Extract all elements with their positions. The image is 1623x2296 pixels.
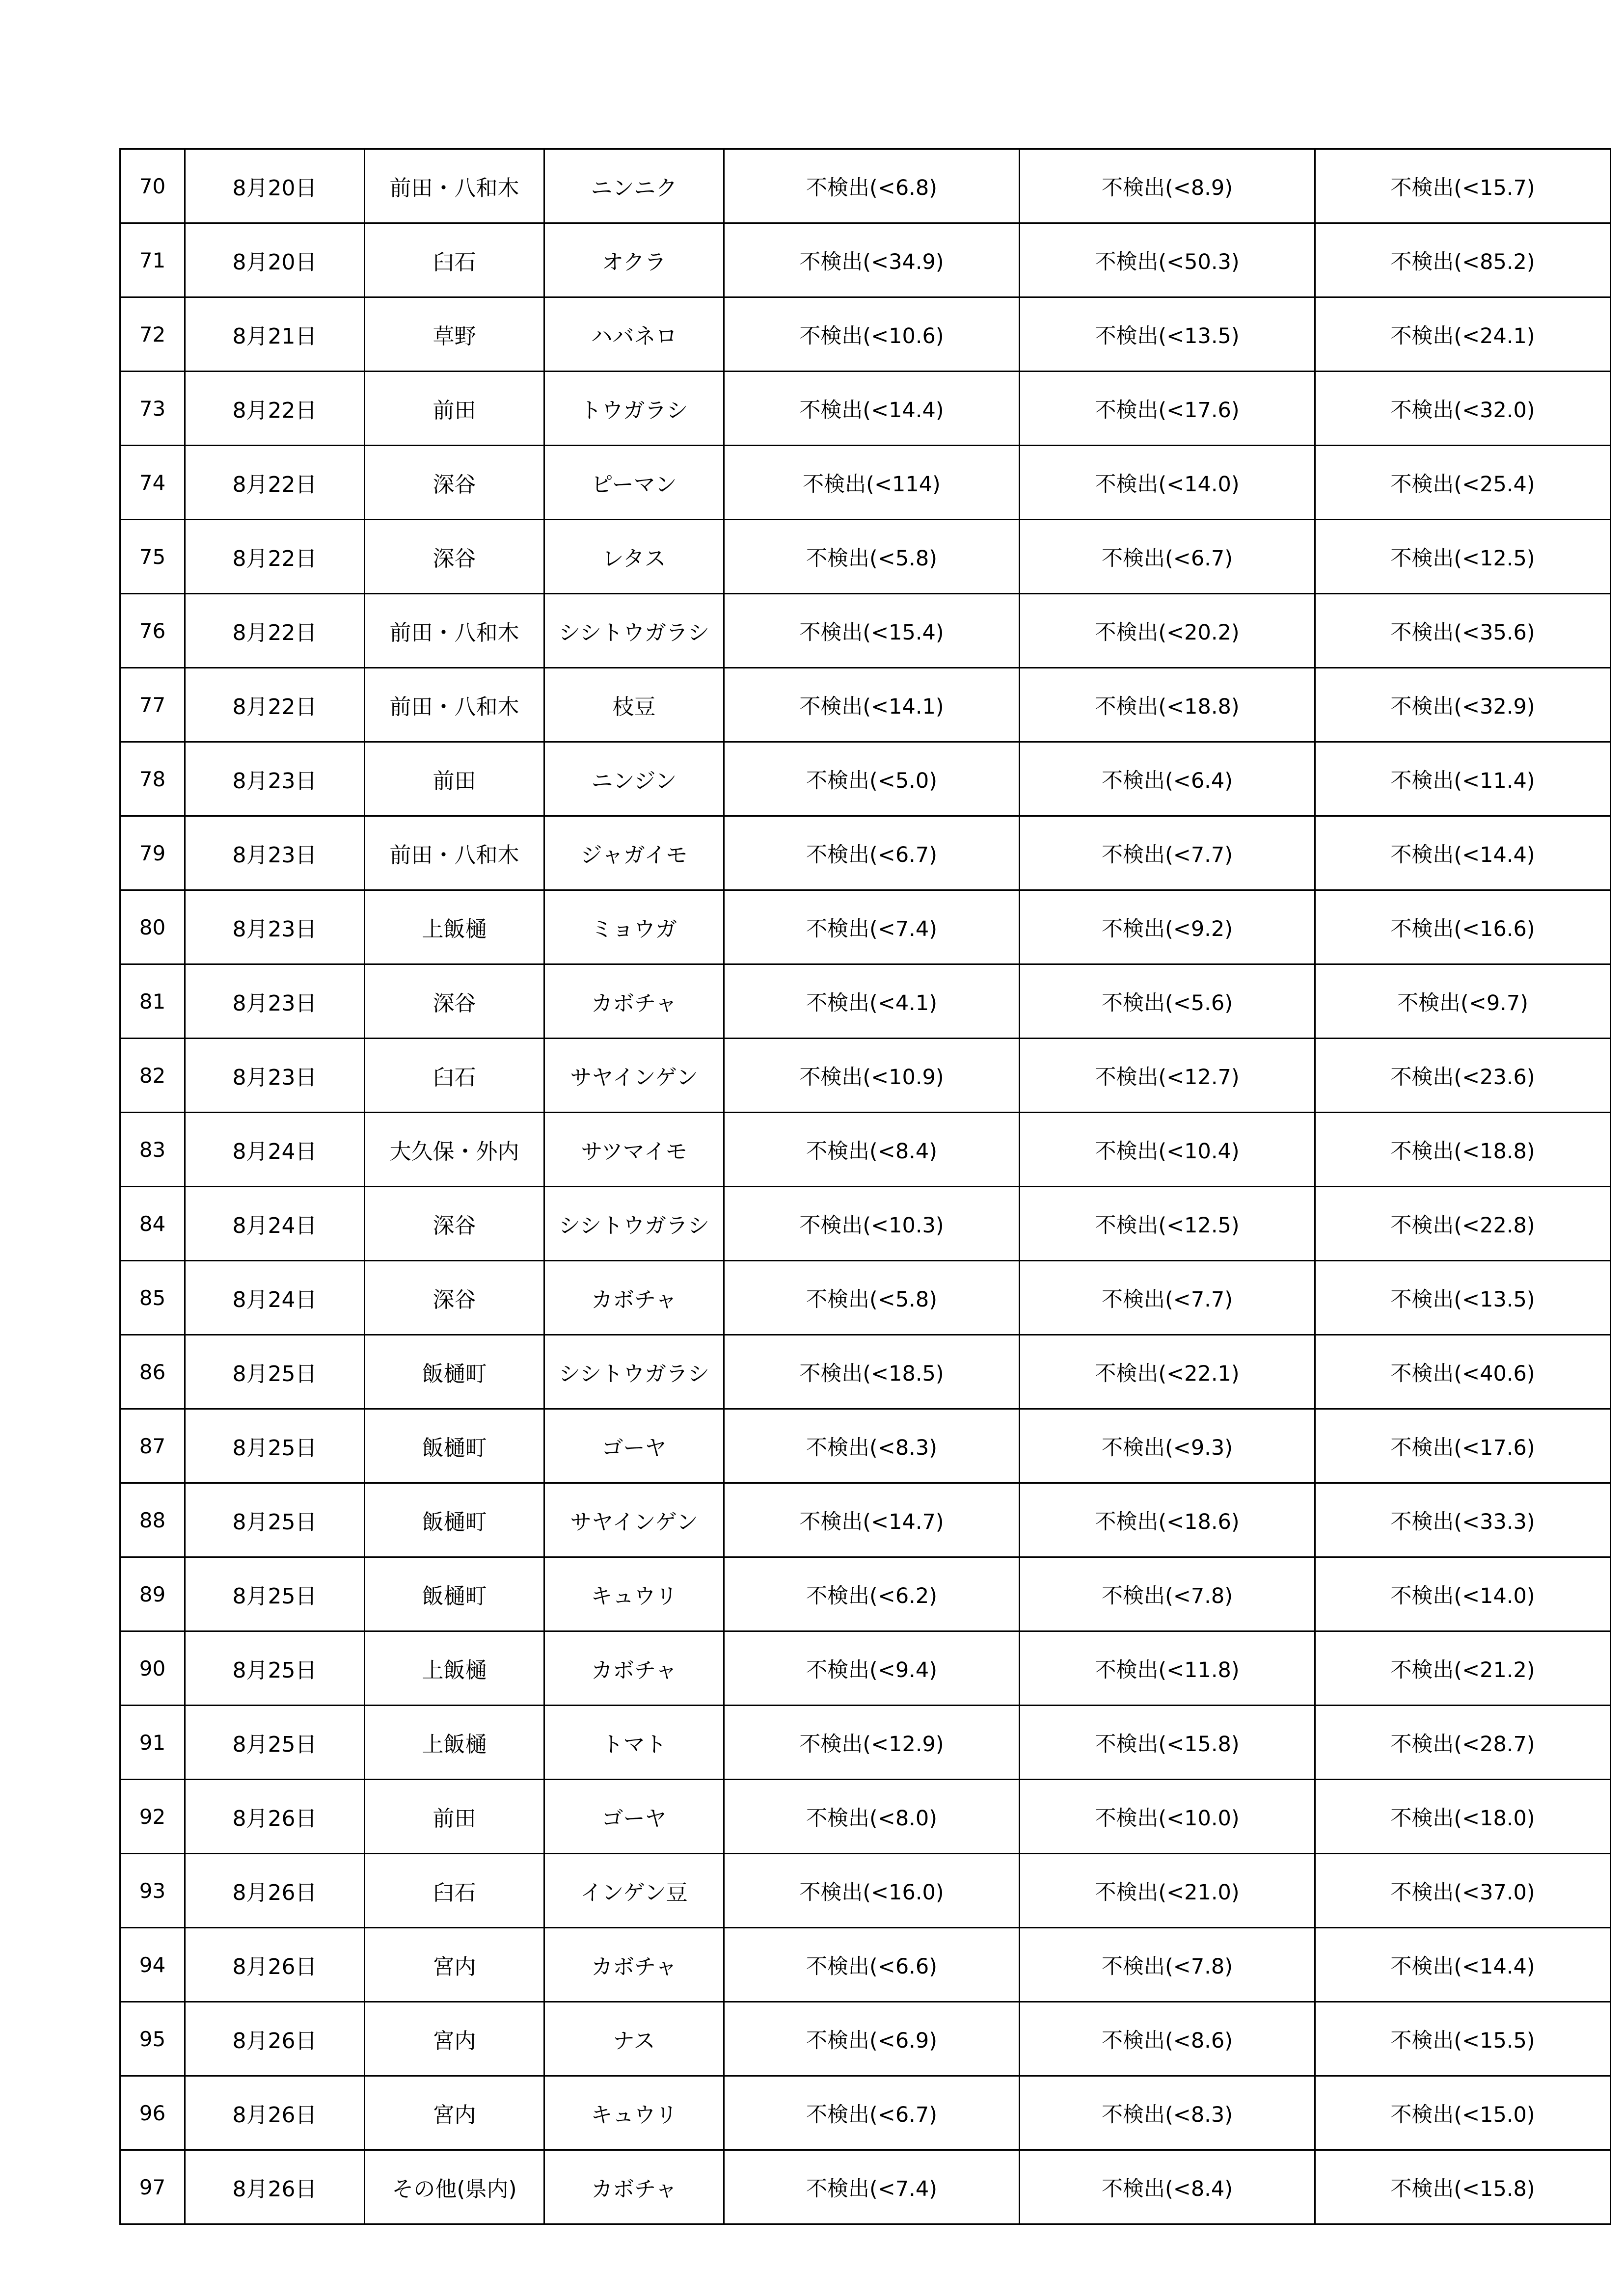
date-cell: 8月23日 (185, 964, 365, 1039)
result-2-cell: 不検出(<18.8) (1020, 668, 1315, 742)
item-cell: カボチャ (544, 964, 724, 1039)
result-1-cell: 不検出(<5.0) (724, 742, 1020, 816)
date-cell: 8月22日 (185, 446, 365, 520)
row-number-cell: 88 (120, 1483, 185, 1557)
area-cell: 上飯樋 (365, 890, 544, 964)
item-cell: ゴーヤ (544, 1409, 724, 1483)
item-cell: サヤインゲン (544, 1039, 724, 1113)
row-number-cell: 86 (120, 1335, 185, 1409)
table-row (120, 742, 1611, 816)
item-cell: サヤインゲン (544, 1483, 724, 1557)
date-cell: 8月25日 (185, 1557, 365, 1631)
result-2-cell: 不検出(<10.4) (1020, 1113, 1315, 1187)
date-cell: 8月24日 (185, 1113, 365, 1187)
table-row (120, 1557, 1611, 1631)
item-cell: シシトウガラシ (544, 1187, 724, 1261)
result-1-cell: 不検出(<12.9) (724, 1706, 1020, 1780)
result-3-cell: 不検出(<21.2) (1315, 1631, 1611, 1706)
date-cell: 8月26日 (185, 2076, 365, 2150)
result-2-cell: 不検出(<6.4) (1020, 742, 1315, 816)
result-3-cell: 不検出(<16.6) (1315, 890, 1611, 964)
area-cell: 宮内 (365, 2076, 544, 2150)
result-2-cell: 不検出(<15.8) (1020, 1706, 1315, 1780)
area-cell: 前田・八和木 (365, 594, 544, 668)
item-cell: トマト (544, 1706, 724, 1780)
result-1-cell: 不検出(<14.1) (724, 668, 1020, 742)
row-number-cell: 85 (120, 1261, 185, 1335)
item-cell: ピーマン (544, 446, 724, 520)
result-3-cell: 不検出(<9.7) (1315, 964, 1611, 1039)
item-cell: キュウリ (544, 2076, 724, 2150)
table-row (120, 1039, 1611, 1113)
table-row (120, 1928, 1611, 2002)
result-1-cell: 不検出(<15.4) (724, 594, 1020, 668)
date-cell: 8月25日 (185, 1409, 365, 1483)
date-cell: 8月25日 (185, 1631, 365, 1706)
result-1-cell: 不検出(<6.2) (724, 1557, 1020, 1631)
date-cell: 8月25日 (185, 1706, 365, 1780)
date-cell: 8月20日 (185, 223, 365, 297)
result-3-cell: 不検出(<40.6) (1315, 1335, 1611, 1409)
result-1-cell: 不検出(<6.9) (724, 2002, 1020, 2076)
result-2-cell: 不検出(<8.9) (1020, 149, 1315, 223)
table-row (120, 668, 1611, 742)
item-cell: トウガラシ (544, 372, 724, 446)
result-1-cell: 不検出(<14.4) (724, 372, 1020, 446)
area-cell: 前田 (365, 1780, 544, 1854)
item-cell: 枝豆 (544, 668, 724, 742)
area-cell: 飯樋町 (365, 1483, 544, 1557)
area-cell: 草野 (365, 297, 544, 372)
date-cell: 8月25日 (185, 1335, 365, 1409)
area-cell: 大久保・外内 (365, 1113, 544, 1187)
table-row (120, 1187, 1611, 1261)
result-3-cell: 不検出(<32.0) (1315, 372, 1611, 446)
result-3-cell: 不検出(<23.6) (1315, 1039, 1611, 1113)
item-cell: ナス (544, 2002, 724, 2076)
row-number-cell: 81 (120, 964, 185, 1039)
result-1-cell: 不検出(<18.5) (724, 1335, 1020, 1409)
result-1-cell: 不検出(<5.8) (724, 520, 1020, 594)
row-number-cell: 79 (120, 816, 185, 890)
result-3-cell: 不検出(<25.4) (1315, 446, 1611, 520)
row-number-cell: 95 (120, 2002, 185, 2076)
item-cell: オクラ (544, 223, 724, 297)
result-3-cell: 不検出(<17.6) (1315, 1409, 1611, 1483)
row-number-cell: 75 (120, 520, 185, 594)
result-2-cell: 不検出(<17.6) (1020, 372, 1315, 446)
result-3-cell: 不検出(<15.8) (1315, 2150, 1611, 2224)
area-cell: 臼石 (365, 1039, 544, 1113)
result-3-cell: 不検出(<14.4) (1315, 816, 1611, 890)
date-cell: 8月25日 (185, 1483, 365, 1557)
table-row (120, 223, 1611, 297)
date-cell: 8月21日 (185, 297, 365, 372)
date-cell: 8月20日 (185, 149, 365, 223)
result-2-cell: 不検出(<12.7) (1020, 1039, 1315, 1113)
result-1-cell: 不検出(<10.3) (724, 1187, 1020, 1261)
row-number-cell: 72 (120, 297, 185, 372)
row-number-cell: 89 (120, 1557, 185, 1631)
row-number-cell: 76 (120, 594, 185, 668)
result-3-cell: 不検出(<22.8) (1315, 1187, 1611, 1261)
date-cell: 8月22日 (185, 372, 365, 446)
area-cell: 深谷 (365, 1187, 544, 1261)
result-1-cell: 不検出(<16.0) (724, 1854, 1020, 1928)
item-cell: カボチャ (544, 2150, 724, 2224)
result-1-cell: 不検出(<34.9) (724, 223, 1020, 297)
row-number-cell: 70 (120, 149, 185, 223)
area-cell: 飯樋町 (365, 1335, 544, 1409)
date-cell: 8月26日 (185, 2150, 365, 2224)
area-cell: 飯樋町 (365, 1409, 544, 1483)
result-2-cell: 不検出(<13.5) (1020, 297, 1315, 372)
row-number-cell: 78 (120, 742, 185, 816)
result-3-cell: 不検出(<13.5) (1315, 1261, 1611, 1335)
area-cell: その他(県内) (365, 2150, 544, 2224)
table-row (120, 1631, 1611, 1706)
area-cell: 前田・八和木 (365, 149, 544, 223)
date-cell: 8月23日 (185, 890, 365, 964)
item-cell: ニンニク (544, 149, 724, 223)
area-cell: 宮内 (365, 1928, 544, 2002)
result-2-cell: 不検出(<8.6) (1020, 2002, 1315, 2076)
item-cell: シシトウガラシ (544, 1335, 724, 1409)
table-row (120, 1113, 1611, 1187)
table-row (120, 1335, 1611, 1409)
table-row (120, 1261, 1611, 1335)
table-row (120, 149, 1611, 223)
item-cell: サツマイモ (544, 1113, 724, 1187)
date-cell: 8月26日 (185, 1780, 365, 1854)
row-number-cell: 82 (120, 1039, 185, 1113)
item-cell: ジャガイモ (544, 816, 724, 890)
area-cell: 前田・八和木 (365, 816, 544, 890)
row-number-cell: 97 (120, 2150, 185, 2224)
area-cell: 飯樋町 (365, 1557, 544, 1631)
result-3-cell: 不検出(<85.2) (1315, 223, 1611, 297)
row-number-cell: 74 (120, 446, 185, 520)
area-cell: 深谷 (365, 1261, 544, 1335)
item-cell: ハバネロ (544, 297, 724, 372)
row-number-cell: 91 (120, 1706, 185, 1780)
result-2-cell: 不検出(<22.1) (1020, 1335, 1315, 1409)
result-2-cell: 不検出(<11.8) (1020, 1631, 1315, 1706)
area-cell: 深谷 (365, 446, 544, 520)
result-1-cell: 不検出(<6.8) (724, 149, 1020, 223)
table-row (120, 2076, 1611, 2150)
area-cell: 前田 (365, 742, 544, 816)
result-2-cell: 不検出(<8.3) (1020, 2076, 1315, 2150)
result-1-cell: 不検出(<6.6) (724, 1928, 1020, 2002)
result-2-cell: 不検出(<50.3) (1020, 223, 1315, 297)
area-cell: 前田・八和木 (365, 668, 544, 742)
result-1-cell: 不検出(<6.7) (724, 2076, 1020, 2150)
result-2-cell: 不検出(<5.6) (1020, 964, 1315, 1039)
result-1-cell: 不検出(<114) (724, 446, 1020, 520)
result-2-cell: 不検出(<10.0) (1020, 1780, 1315, 1854)
result-3-cell: 不検出(<32.9) (1315, 668, 1611, 742)
result-3-cell: 不検出(<11.4) (1315, 742, 1611, 816)
item-cell: ミョウガ (544, 890, 724, 964)
row-number-cell: 92 (120, 1780, 185, 1854)
result-3-cell: 不検出(<15.7) (1315, 149, 1611, 223)
result-2-cell: 不検出(<8.4) (1020, 2150, 1315, 2224)
result-1-cell: 不検出(<10.9) (724, 1039, 1020, 1113)
result-1-cell: 不検出(<9.4) (724, 1631, 1020, 1706)
row-number-cell: 93 (120, 1854, 185, 1928)
date-cell: 8月23日 (185, 742, 365, 816)
table-row (120, 1780, 1611, 1854)
date-cell: 8月24日 (185, 1187, 365, 1261)
item-cell: ゴーヤ (544, 1780, 724, 1854)
table-row (120, 372, 1611, 446)
row-number-cell: 90 (120, 1631, 185, 1706)
result-1-cell: 不検出(<6.7) (724, 816, 1020, 890)
result-1-cell: 不検出(<5.8) (724, 1261, 1020, 1335)
result-3-cell: 不検出(<18.8) (1315, 1113, 1611, 1187)
result-3-cell: 不検出(<28.7) (1315, 1706, 1611, 1780)
item-cell: レタス (544, 520, 724, 594)
table-row (120, 2002, 1611, 2076)
row-number-cell: 96 (120, 2076, 185, 2150)
result-3-cell: 不検出(<15.0) (1315, 2076, 1611, 2150)
table-row (120, 964, 1611, 1039)
area-cell: 臼石 (365, 1854, 544, 1928)
table-row (120, 446, 1611, 520)
result-1-cell: 不検出(<4.1) (724, 964, 1020, 1039)
result-3-cell: 不検出(<18.0) (1315, 1780, 1611, 1854)
table-row (120, 890, 1611, 964)
result-1-cell: 不検出(<7.4) (724, 890, 1020, 964)
area-cell: 前田 (365, 372, 544, 446)
table-row (120, 1706, 1611, 1780)
item-cell: カボチャ (544, 1631, 724, 1706)
result-3-cell: 不検出(<35.6) (1315, 594, 1611, 668)
date-cell: 8月26日 (185, 1854, 365, 1928)
date-cell: 8月26日 (185, 1928, 365, 2002)
result-1-cell: 不検出(<10.6) (724, 297, 1020, 372)
result-3-cell: 不検出(<14.4) (1315, 1928, 1611, 2002)
area-cell: 宮内 (365, 2002, 544, 2076)
table-row (120, 1483, 1611, 1557)
result-3-cell: 不検出(<24.1) (1315, 297, 1611, 372)
row-number-cell: 83 (120, 1113, 185, 1187)
row-number-cell: 77 (120, 668, 185, 742)
result-3-cell: 不検出(<14.0) (1315, 1557, 1611, 1631)
date-cell: 8月23日 (185, 816, 365, 890)
row-number-cell: 73 (120, 372, 185, 446)
result-2-cell: 不検出(<20.2) (1020, 594, 1315, 668)
date-cell: 8月22日 (185, 520, 365, 594)
item-cell: カボチャ (544, 1261, 724, 1335)
result-3-cell: 不検出(<15.5) (1315, 2002, 1611, 2076)
result-3-cell: 不検出(<12.5) (1315, 520, 1611, 594)
result-1-cell: 不検出(<7.4) (724, 2150, 1020, 2224)
row-number-cell: 71 (120, 223, 185, 297)
item-cell: カボチャ (544, 1928, 724, 2002)
result-2-cell: 不検出(<6.7) (1020, 520, 1315, 594)
result-2-cell: 不検出(<7.7) (1020, 1261, 1315, 1335)
result-2-cell: 不検出(<9.3) (1020, 1409, 1315, 1483)
result-2-cell: 不検出(<7.8) (1020, 1557, 1315, 1631)
result-3-cell: 不検出(<33.3) (1315, 1483, 1611, 1557)
item-cell: インゲン豆 (544, 1854, 724, 1928)
table-body (120, 149, 1611, 2224)
row-number-cell: 94 (120, 1928, 185, 2002)
table-row (120, 816, 1611, 890)
result-2-cell: 不検出(<14.0) (1020, 446, 1315, 520)
result-3-cell: 不検出(<37.0) (1315, 1854, 1611, 1928)
area-cell: 深谷 (365, 964, 544, 1039)
result-1-cell: 不検出(<8.3) (724, 1409, 1020, 1483)
results-table (119, 148, 1611, 2225)
date-cell: 8月24日 (185, 1261, 365, 1335)
area-cell: 臼石 (365, 223, 544, 297)
table-row (120, 520, 1611, 594)
result-1-cell: 不検出(<8.0) (724, 1780, 1020, 1854)
area-cell: 上飯樋 (365, 1631, 544, 1706)
item-cell: ニンジン (544, 742, 724, 816)
result-2-cell: 不検出(<21.0) (1020, 1854, 1315, 1928)
result-2-cell: 不検出(<9.2) (1020, 890, 1315, 964)
result-1-cell: 不検出(<14.7) (724, 1483, 1020, 1557)
item-cell: キュウリ (544, 1557, 724, 1631)
date-cell: 8月26日 (185, 2002, 365, 2076)
table-row (120, 297, 1611, 372)
date-cell: 8月22日 (185, 594, 365, 668)
area-cell: 上飯樋 (365, 1706, 544, 1780)
date-cell: 8月22日 (185, 668, 365, 742)
result-2-cell: 不検出(<7.7) (1020, 816, 1315, 890)
area-cell: 深谷 (365, 520, 544, 594)
item-cell: シシトウガラシ (544, 594, 724, 668)
table-row (120, 1409, 1611, 1483)
result-1-cell: 不検出(<8.4) (724, 1113, 1020, 1187)
table-row (120, 1854, 1611, 1928)
result-2-cell: 不検出(<7.8) (1020, 1928, 1315, 2002)
row-number-cell: 84 (120, 1187, 185, 1261)
result-2-cell: 不検出(<12.5) (1020, 1187, 1315, 1261)
row-number-cell: 87 (120, 1409, 185, 1483)
result-2-cell: 不検出(<18.6) (1020, 1483, 1315, 1557)
table-row (120, 2150, 1611, 2224)
row-number-cell: 80 (120, 890, 185, 964)
table-row (120, 594, 1611, 668)
date-cell: 8月23日 (185, 1039, 365, 1113)
